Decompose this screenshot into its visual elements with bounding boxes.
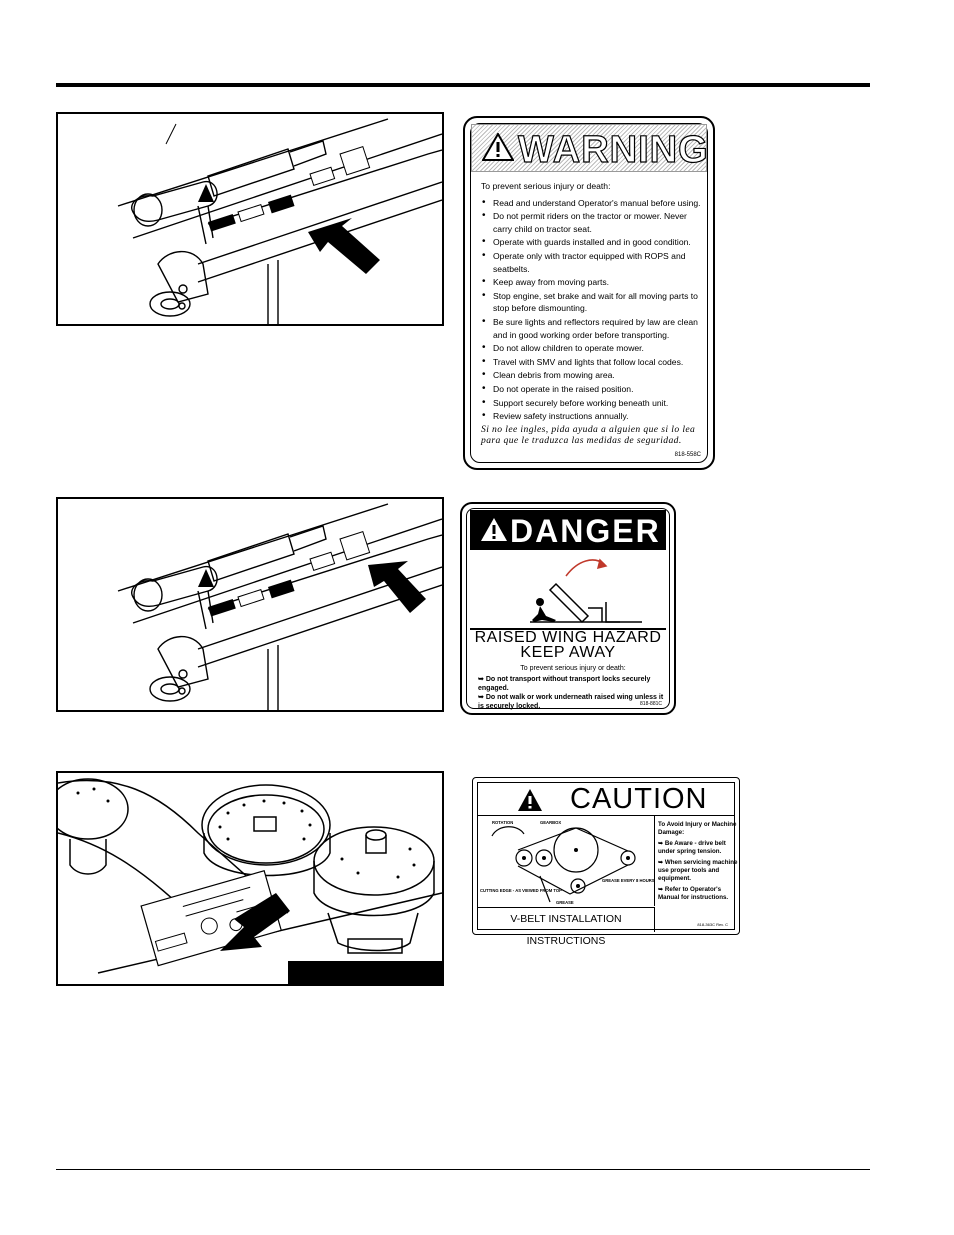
warning-item: • Do not permit riders on the tractor or mower. Never carry child on tractor seat. — [493, 210, 701, 235]
danger-decal — [460, 502, 676, 715]
caution-side-intro: To Avoid Injury or Machine Damage: — [658, 821, 737, 836]
caution-decal — [472, 777, 740, 947]
danger-item: ➥ Do not transport without transport locks securely engaged. — [478, 676, 651, 692]
danger-hazard-line2: KEEP AWAY — [520, 644, 616, 661]
danger-decal-code: 818-881C — [640, 701, 662, 707]
pulley-deck-illustration — [58, 773, 442, 984]
mower-frame-illustration — [58, 499, 442, 710]
warning-intro: To prevent serious injury or death: — [481, 181, 611, 191]
warning-item: • Support securely before working beneath unit. — [493, 397, 701, 410]
warning-item: • Do not operate in the raised position. — [493, 383, 701, 396]
caution-decal-code: 818-363C Rev. C — [697, 922, 728, 927]
diagram-label-cutting-edge: CUTTING EDGE - AS VIEWED FROM TOP — [480, 888, 562, 893]
warning-alert-icon — [482, 133, 514, 161]
warning-decal — [463, 116, 715, 470]
caution-title: CAUTION — [570, 783, 708, 815]
caution-header — [478, 783, 734, 816]
caution-side-item: ➥ Refer to Operator's Manual for instructions. — [658, 886, 729, 901]
diagram-label-grease-every: GREASE EVERY 8 HOURS — [602, 878, 654, 883]
danger-header — [470, 510, 666, 550]
caution-side-item: ➥ When servicing machine use proper tools and equipment. — [658, 859, 738, 882]
figure-danger-location — [56, 497, 444, 712]
warning-body — [481, 180, 701, 424]
danger-hazard-line1: RAISED WING HAZARD — [474, 629, 662, 646]
warning-item: • Operate only with tractor equipped with ROPS and seatbelts. — [493, 250, 701, 275]
pointer-arrow — [308, 218, 380, 274]
diagram-label-rotation: ROTATION — [492, 820, 514, 825]
belt-routing-diagram — [478, 816, 654, 906]
warning-decal-code: 818-558C — [674, 452, 701, 458]
pointer-arrow — [368, 561, 426, 613]
caution-alert-icon — [518, 789, 542, 811]
caution-side-panel — [658, 821, 740, 905]
warning-item: • Do not allow children to operate mower. — [493, 342, 701, 355]
warning-item: • Review safety instructions annually. — [493, 410, 701, 423]
warning-item: • Operate with guards installed and in good condition. — [493, 236, 701, 249]
warning-header — [471, 124, 707, 172]
figure-caption-bar — [288, 961, 442, 984]
warning-item: • Clean debris from mowing area. — [493, 369, 701, 382]
diagram-label-grease: GREASE — [556, 900, 574, 905]
caution-decal-frame — [477, 782, 738, 947]
raised-wing-pictogram — [470, 550, 666, 630]
caution-side-item: ➥ Be Aware - drive belt under spring tension. — [658, 840, 726, 855]
header-rule — [56, 83, 870, 87]
warning-item: • Read and understand Operator's manual before using. — [493, 197, 701, 210]
warning-list — [481, 197, 701, 423]
warning-item: • Stop engine, set brake and wait for all moving parts to stop before dismounting. — [493, 290, 701, 315]
warning-item: • Travel with SMV and lights that follow local codes. — [493, 356, 701, 369]
warning-item: • Keep away from moving parts. — [493, 276, 701, 289]
mower-frame-illustration — [58, 114, 442, 324]
figure-warning-location — [56, 112, 444, 326]
caution-instructions-title: V-BELT INSTALLATION INSTRUCTIONS — [478, 907, 655, 932]
warning-title: WARNING — [518, 129, 709, 171]
diagram-label-gearbox: GEARBOX — [540, 820, 562, 825]
footer-rule — [56, 1169, 870, 1170]
danger-title: DANGER — [510, 513, 661, 549]
danger-intro: To prevent serious injury or death: — [520, 665, 626, 672]
warning-spanish-text: Si no lee ingles, pida ayuda a alguien que si lo lea para que le traduzca las medidas de seguridad. — [481, 424, 696, 446]
danger-hazard-heading — [470, 630, 666, 660]
figure-caution-location — [56, 771, 444, 986]
warning-item: • Be sure lights and reflectors required by law are clean and in good working order before transporting. — [493, 316, 701, 341]
danger-item: ➥ Do not walk or work underneath raised wing unless it is securely locked. — [478, 694, 664, 710]
v-belt-diagram — [478, 816, 655, 906]
danger-alert-icon — [480, 517, 508, 542]
